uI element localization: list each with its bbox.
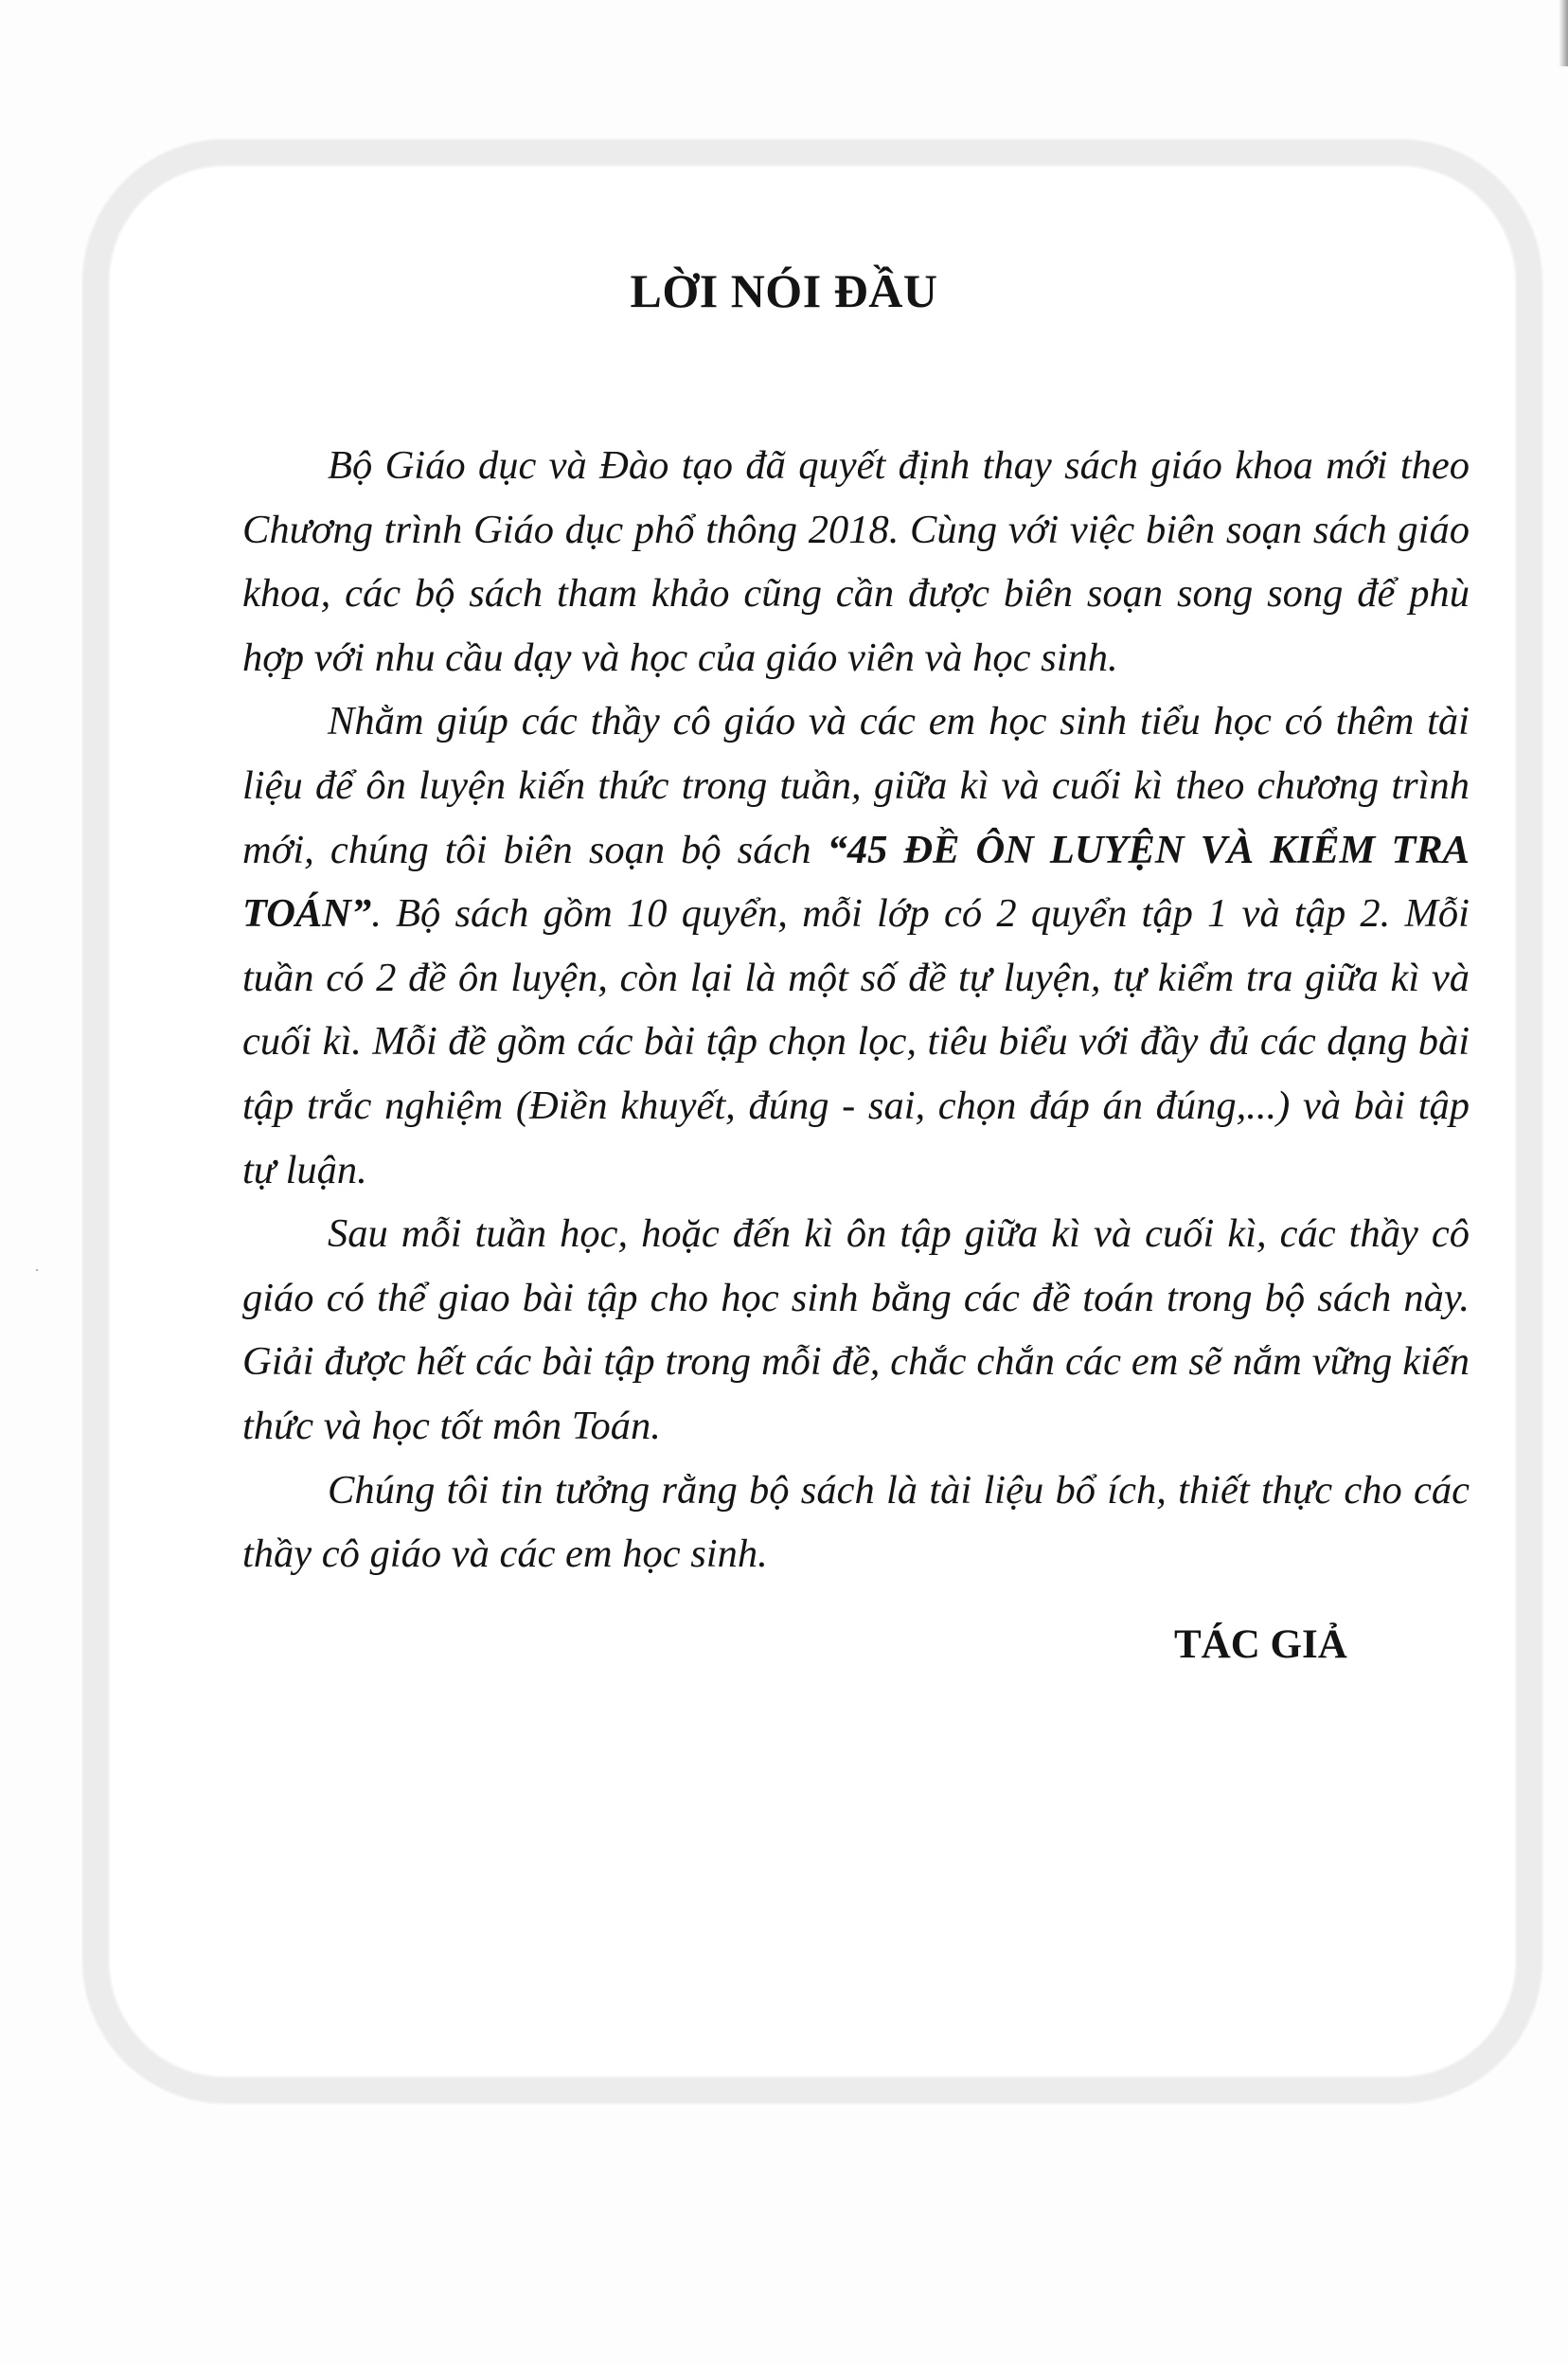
preface-body xyxy=(242,434,1470,1586)
author-signature: TÁC GIẢ xyxy=(1174,1622,1347,1667)
page-edge-shadow xyxy=(1559,0,1568,66)
paragraph-4: Chúng tôi tin tưởng rằng bộ sách là tài liệu bổ ích, thiết thực cho các thầy cô giáo và các em học sinh. xyxy=(242,1467,1470,1577)
paragraph-2-intro: Nhằm giúp các thầy cô giáo và các em học sinh tiểu học có thêm tài liệu để ôn luyện kiến thức trong tuần, giữa kì và cuối kì theo chương trình mới, chúng tôi biên soạn bộ sách xyxy=(242,699,1470,872)
scan-speck xyxy=(36,1269,38,1271)
paragraph-1: Bộ Giáo dục và Đào tạo đã quyết định thay sách giáo khoa mới theo Chương trình Giáo dục phổ thông 2018. Cùng với việc biên soạn sách giáo khoa, các bộ sách tham khảo cũng cần được biên soạn song song để phù hợp với nhu cầu dạy và học của giáo viên và học sinh. xyxy=(242,443,1470,680)
paragraph-2 xyxy=(242,690,1470,1202)
book-title: “45 ĐỀ ÔN LUYỆN VÀ KIỂM TRA TOÁN” xyxy=(242,827,1470,937)
paragraph-3: Sau mỗi tuần học, hoặc đến kì ôn tập giữa kì và cuối kì, các thầy cô giáo có thể giao bài tập cho học sinh bằng các đề toán trong bộ sách này. Giải được hết các bài tập trong mỗi đề, chắc chắn các em sẽ nắm vững kiến thức và học tốt môn Toán. xyxy=(242,1211,1470,1448)
page-title: LỜI NÓI ĐẦU xyxy=(630,264,938,317)
paragraph-2-rest: . Bộ sách gồm 10 quyển, mỗi lớp có 2 quyển tập 1 và tập 2. Mỗi tuần có 2 đề ôn luyện, còn lại là một số đề tự luyện, tự kiểm tra giữa kì và cuối kì. Mỗi đề gồm các bài tập chọn lọc, tiêu biểu với đầy đủ các dạng bài tập trắc nghiệm (Điền khuyết, đúng - sai, chọn đáp án đúng,...) và bài tập tự luận. xyxy=(242,891,1470,1192)
